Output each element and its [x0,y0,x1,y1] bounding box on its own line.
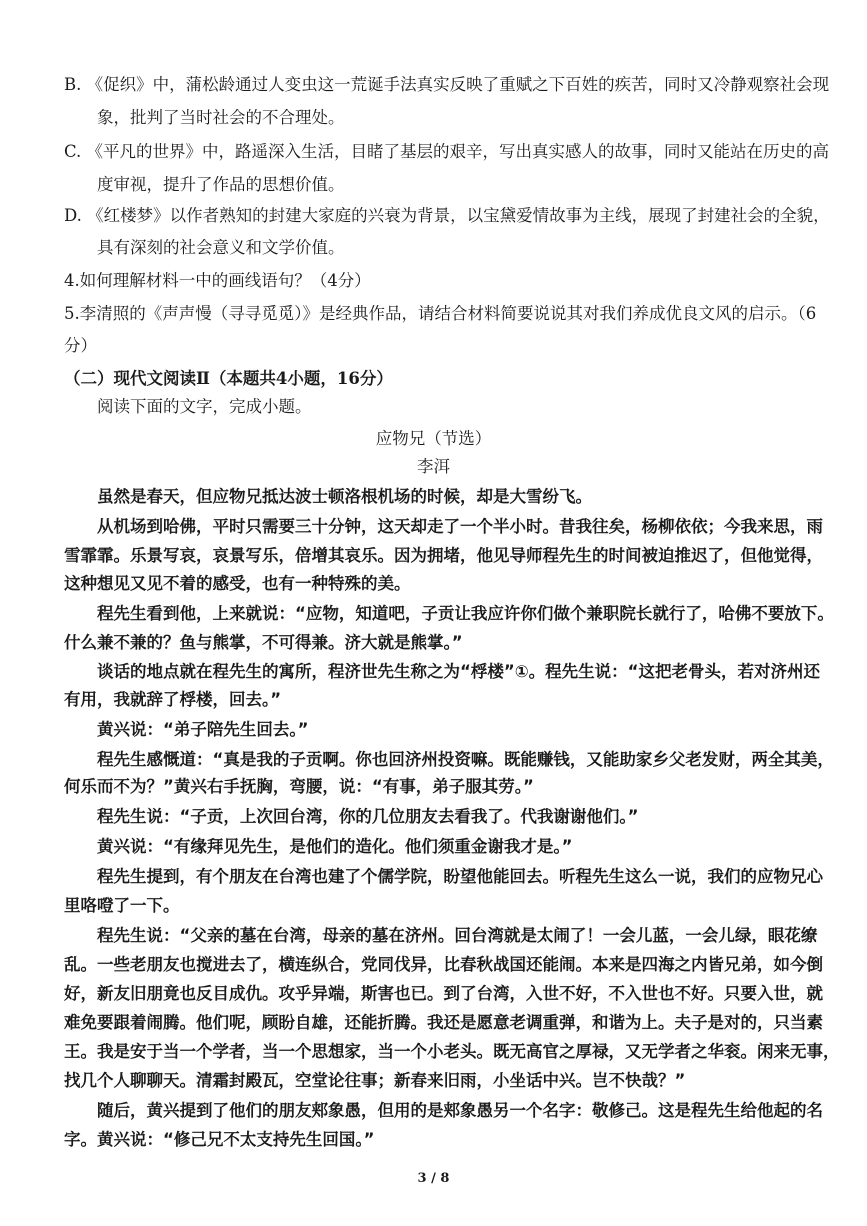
article-line: 程先生看到他，上来就说：“应物，知道吧，子贡让我应许你们做个兼职院长就行了，哈佛不要放下。 [97,604,834,623]
article-line: 乱。一些老朋友也搅进去了，横连纵合，党同伐异，比春秋战国还能闹。本来是四海之内皆兄弟，如今倒 [64,955,823,974]
article-author: 李洱 [417,457,450,476]
question-5-line1: 5.李清照的《声声慢（寻寻觅觅）》是经典作品，请结合材料简要说说其对我们养成优良文风的启示。（6 [64,304,817,323]
article-line: 找几个人聊聊天。清霜封殿瓦，空堂论往事；新春来旧雨，小坐话中兴。岂不快哉？” [64,1071,686,1090]
article-line: 程先生说：“子贡，上次回台湾，你的几位朋友去看我了。代我谢谢他们。” [97,807,639,826]
article-line: 好，新友旧朋竟也反目成仇。攻乎异端，斯害也已。到了台湾，入世不好，不入世也不好。只要入世，就 [64,984,823,1003]
article-line: 这种想见又见不着的感受，也有一种特殊的美。 [64,574,411,593]
option-d-line2: 具有深刻的社会意义和文学价值。 [97,238,345,257]
option-c-line1: C. 《平凡的世界》中，路遥深入生活，目睹了基层的艰辛，写出真实感人的故事，同时又能站在历史的高 [64,142,830,161]
article-line: 黄兴说：“有缘拜见先生，是他们的造化。他们须重金谢我才是。” [97,837,573,856]
article-line: 难免要跟着闹腾。他们呢，顾盼自雄，还能折腾。我还是愿意老调重弹，和谐为上。夫子是对的，只当素 [64,1013,823,1032]
article-line: 程先生提到，有个朋友在台湾也建了个儒学院，盼望他能回去。听程先生这么一说，我们的应物兄心 [97,867,823,886]
article-line: 什么兼不兼的？鱼与熊掌，不可得兼。济大就是熊掌。” [64,633,463,652]
section-instruction: 阅读下面的文字，完成小题。 [97,397,312,416]
option-b-line1: B. 《促织》中，蒲松龄通过人变虫这一荒诞手法真实反映了重赋之下百姓的疾苦，同时又冷静观察社会现 [64,75,830,94]
article-line: 黄兴说：“弟子陪先生回去。” [97,720,309,739]
article-line: 虽然是春天，但应物兄抵达波士顿洛根机场的时候，却是大雪纷飞。 [97,487,592,506]
page-number: 3 / 8 [417,1171,450,1186]
option-d-line1: D. 《红楼梦》以作者熟知的封建大家庭的兴衰为背景，以宝黛爱情故事为主线，展现了封建社会的全貌， [64,206,830,225]
article-line: 程先生说：“父亲的墓在台湾，母亲的墓在济州。回台湾就是太闹了！一会儿蓝，一会儿绿，眼花缭 [97,926,818,945]
option-b-line2: 象，批判了当时社会的不合理处。 [97,108,345,127]
article-line: 谈话的地点就在程先生的寓所，程济世先生称之为“桴楼”①。程先生说：“这把老骨头，若对济州还 [97,662,821,681]
article-line: 有用，我就辞了桴楼，回去。” [64,690,282,709]
article-line: 程先生感慨道：“真是我的子贡啊。你也回济州投资嘛。既能赚钱，又能助家乡父老发财，两全其美， [97,750,834,769]
question-4: 4.如何理解材料一中的画线语句？（4分） [64,271,371,290]
article-line: 雪霏霏。乐景写哀，哀景写乐，倍增其哀乐。因为拥堵，他见导师程先生的时间被迫推迟了，但他觉得， [64,546,823,565]
article-line: 里咯噔了一下。 [64,896,180,915]
article-title: 应物兄（节选） [375,429,492,448]
question-5-line2: 分） [64,336,97,355]
article-line: 何乐而不为？”黄兴右手抚胸，弯腰，说：“有事，弟子服其劳。” [64,777,534,796]
section-heading: （二）现代文阅读Ⅱ（本题共4小题，16分） [64,369,393,388]
article-line: 随后，黄兴提到了他们的朋友郏象愚，但用的是郏象愚另一个名字：敬修己。这是程先生给他起的名 [97,1101,823,1120]
article-line: 字。黄兴说：“修己兄不太支持先生回国。” [64,1130,375,1149]
article-line: 从机场到哈佛，平时只需要三十分钟，这天却走了一个半小时。昔我往矣，杨柳依依；今我来思，雨 [97,517,823,536]
article-line: 王。我是安于当一个学者，当一个思想家，当一个小老头。既无高官之厚禄，又无学者之华衮。闲来无事， [64,1042,840,1061]
option-c-line2: 度审视，提升了作品的思想价值。 [97,175,345,194]
